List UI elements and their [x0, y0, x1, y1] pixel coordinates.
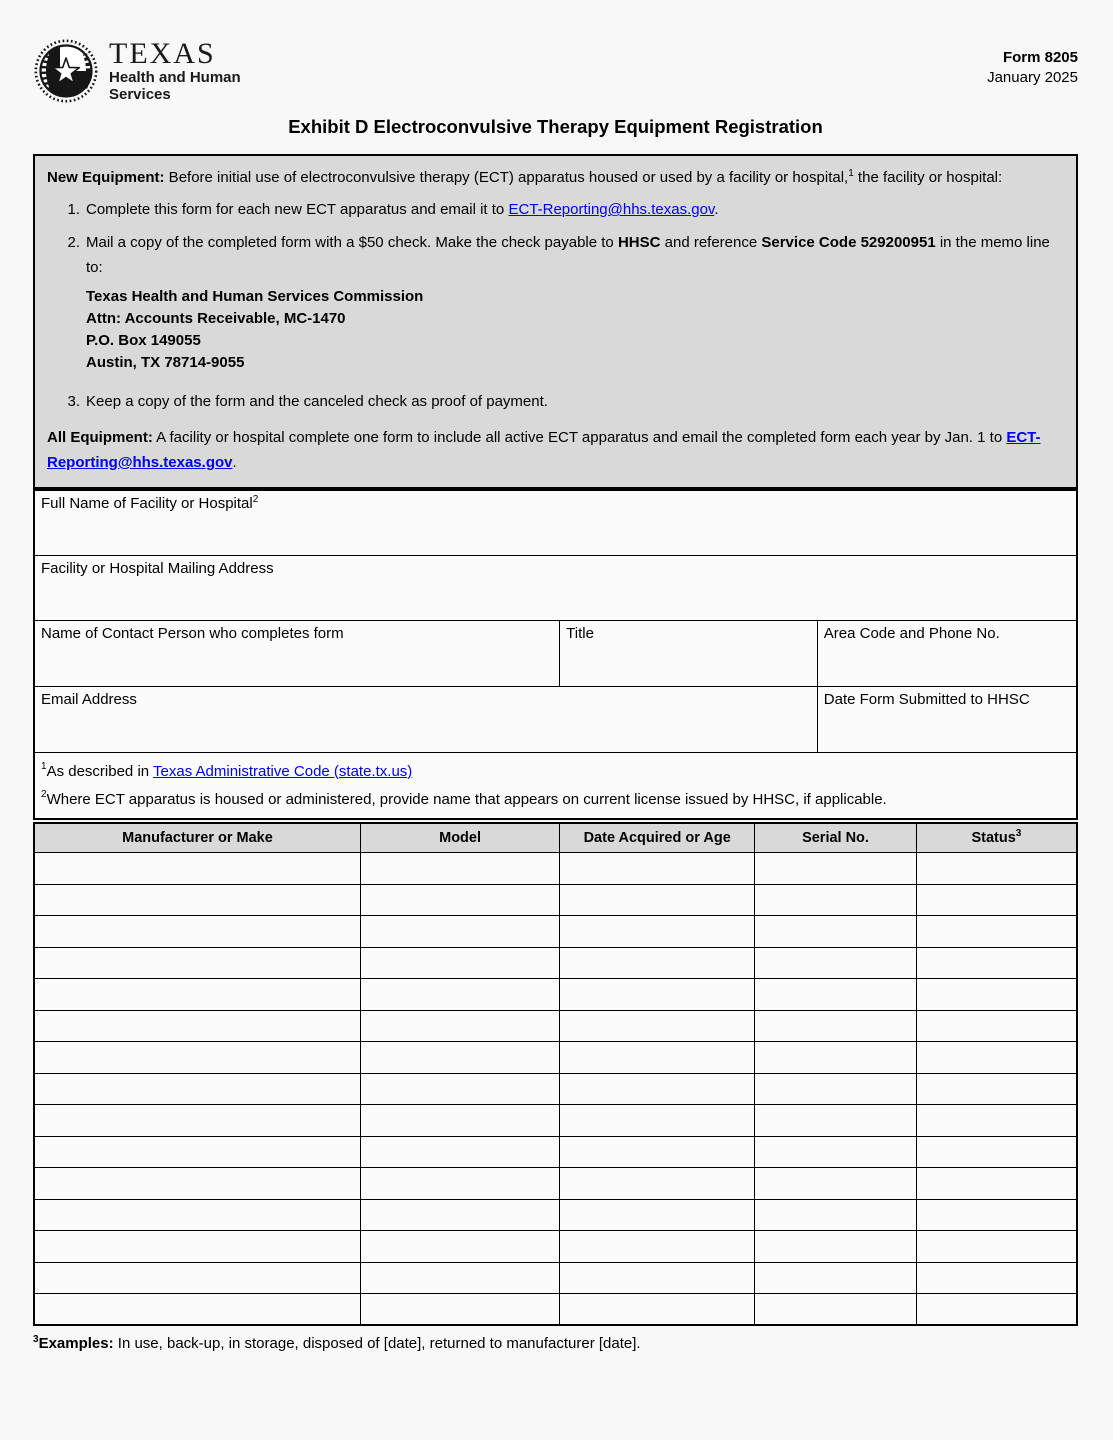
equipment-cell[interactable] — [916, 1105, 1077, 1137]
all-equipment-paragraph — [47, 425, 1064, 475]
texas-admin-code-link[interactable]: Texas Administrative Code (state.tx.us) — [153, 762, 413, 780]
form-meta — [987, 38, 1078, 88]
equipment-cell[interactable] — [560, 1168, 755, 1200]
equipment-cell[interactable] — [360, 947, 559, 979]
equipment-cell[interactable] — [34, 1262, 360, 1294]
equipment-cell[interactable] — [755, 916, 917, 948]
header-status: Status$^3$ — [916, 823, 1077, 853]
equipment-table-header — [34, 823, 1077, 853]
equipment-cell[interactable] — [34, 1105, 360, 1137]
texas-hhs-logo — [33, 38, 241, 104]
equipment-cell[interactable] — [360, 1042, 559, 1074]
footnote-2-ref: 2 — [41, 788, 47, 800]
step-3-number: 3. — [67, 393, 80, 410]
footnotes-cell — [34, 752, 1077, 819]
equipment-cell[interactable] — [360, 853, 559, 885]
equipment-cell[interactable] — [755, 1136, 917, 1168]
equipment-cell[interactable] — [916, 1042, 1077, 1074]
new-equipment-text: Before initial use of electroconvulsive therapy (ECT) apparatus housed or used by a facility or hospital, — [164, 169, 849, 186]
equipment-cell[interactable] — [34, 1168, 360, 1200]
contact-name-field[interactable] — [34, 620, 560, 686]
step-2 — [61, 230, 1064, 381]
equipment-cell[interactable] — [360, 1294, 559, 1326]
date-submitted-field[interactable] — [817, 686, 1077, 752]
footnotes-row — [34, 752, 1077, 819]
equipment-row — [34, 1168, 1077, 1200]
equipment-cell[interactable] — [560, 979, 755, 1011]
equipment-cell[interactable] — [360, 1010, 559, 1042]
equipment-row — [34, 947, 1077, 979]
equipment-cell[interactable] — [560, 916, 755, 948]
equipment-cell[interactable] — [916, 916, 1077, 948]
equipment-cell[interactable] — [916, 853, 1077, 885]
equipment-cell[interactable] — [916, 979, 1077, 1011]
mailing-address-field[interactable] — [34, 555, 1077, 620]
all-equipment-email-link[interactable]: ECT-Reporting@hhs.texas.gov — [47, 429, 1041, 471]
page-header — [33, 38, 1078, 104]
all-equipment-text: A facility or hospital complete one form to include all active ECT apparatus and email the completed form each year by Jan. 1 to — [152, 429, 1007, 446]
footnote-2 — [41, 786, 1070, 814]
footnote-2-text: Where ECT apparatus is housed or administered, provide name that appears on current license issued by HHSC, if applicable. — [46, 790, 887, 808]
step-1-number: 1. — [67, 201, 80, 218]
step-2-text1: Mail a copy of the completed form with a $50 check. Make the check payable to — [86, 234, 618, 251]
step-2-text — [86, 230, 1064, 381]
equipment-cell[interactable] — [916, 1262, 1077, 1294]
step-3-text: Keep a copy of the form and the canceled check as proof of payment. — [86, 393, 548, 410]
equipment-row — [34, 1231, 1077, 1263]
instruction-steps — [61, 197, 1064, 414]
equipment-cell[interactable] — [560, 1294, 755, 1326]
title-field[interactable] — [560, 620, 818, 686]
footnote-1-ref: 1 — [41, 760, 47, 772]
ect-reporting-email-link[interactable]: ECT-Reporting@hhs.texas.gov — [508, 201, 715, 218]
equipment-cell[interactable] — [560, 853, 755, 885]
equipment-cell[interactable] — [360, 1231, 559, 1263]
logo-state-name: TEXAS — [109, 37, 216, 70]
equipment-cell[interactable] — [560, 1262, 755, 1294]
equipment-table-body — [34, 853, 1077, 1326]
equipment-cell[interactable] — [755, 1199, 917, 1231]
mailing-address-label: Facility or Hospital Mailing Address — [41, 559, 274, 577]
address-line-2: Attn: Accounts Receivable, MC-1470 — [86, 310, 346, 327]
equipment-cell[interactable] — [560, 947, 755, 979]
address-line-4: Austin, TX 78714-9055 — [86, 354, 245, 371]
equipment-cell[interactable] — [34, 916, 360, 948]
equipment-cell[interactable] — [560, 1231, 755, 1263]
equipment-row — [34, 853, 1077, 885]
footnote-ref-3: 3 — [1015, 827, 1022, 839]
texas-seal-icon — [33, 38, 99, 104]
equipment-cell[interactable] — [560, 1010, 755, 1042]
equipment-cell[interactable] — [360, 1136, 559, 1168]
address-line-1: Texas Health and Human Services Commission — [86, 288, 424, 305]
equipment-cell[interactable] — [755, 1010, 917, 1042]
instructions-box — [33, 154, 1078, 489]
equipment-cell[interactable] — [916, 884, 1077, 916]
equipment-cell[interactable] — [916, 1199, 1077, 1231]
equipment-cell[interactable] — [34, 979, 360, 1011]
mailing-address-row — [34, 555, 1077, 620]
footnote-3-label: Examples: — [38, 1335, 114, 1352]
equipment-cell[interactable] — [560, 1073, 755, 1105]
date-submitted-label: Date Form Submitted to HHSC — [823, 690, 1030, 708]
step-3 — [61, 389, 1064, 414]
phone-label: Area Code and Phone No. — [823, 624, 1000, 642]
equipment-cell[interactable] — [34, 1042, 360, 1074]
equipment-cell[interactable] — [360, 1199, 559, 1231]
equipment-cell[interactable] — [916, 947, 1077, 979]
equipment-cell[interactable] — [34, 947, 360, 979]
equipment-cell[interactable] — [360, 979, 559, 1011]
equipment-cell[interactable] — [755, 1262, 917, 1294]
form-number: Form 8205 — [1002, 49, 1078, 66]
equipment-row — [34, 1073, 1077, 1105]
equipment-cell[interactable] — [360, 1073, 559, 1105]
equipment-cell[interactable] — [755, 979, 917, 1011]
logo-dept-name — [109, 69, 241, 103]
equipment-cell[interactable] — [360, 1168, 559, 1200]
equipment-cell[interactable] — [755, 853, 917, 885]
equipment-cell[interactable] — [34, 1294, 360, 1326]
logo-dept-line2: Services — [109, 86, 171, 103]
email-label: Email Address — [41, 690, 137, 708]
equipment-cell[interactable] — [755, 1073, 917, 1105]
facility-name-label: Full Name of Facility or Hospital$^2$ — [41, 494, 259, 512]
footnote-3-ref: 3 — [33, 1334, 39, 1345]
form-date: January 2025 — [987, 69, 1078, 86]
equipment-row — [34, 1262, 1077, 1294]
header-manufacturer: Manufacturer or Make — [34, 823, 360, 853]
address-line-3: P.O. Box 149055 — [86, 332, 201, 349]
equipment-row — [34, 979, 1077, 1011]
equipment-cell[interactable] — [560, 1136, 755, 1168]
equipment-cell[interactable] — [560, 884, 755, 916]
equipment-cell[interactable] — [360, 1105, 559, 1137]
equipment-row — [34, 1042, 1077, 1074]
equipment-cell[interactable] — [34, 1199, 360, 1231]
email-field[interactable] — [34, 686, 817, 752]
step-2-text3: in the memo line to: — [86, 234, 1050, 276]
equipment-cell[interactable] — [916, 1010, 1077, 1042]
equipment-cell[interactable] — [360, 1262, 559, 1294]
phone-field[interactable] — [817, 620, 1077, 686]
header-date-acquired: Date Acquired or Age — [560, 823, 755, 853]
equipment-row — [34, 1010, 1077, 1042]
equipment-row — [34, 916, 1077, 948]
footnote-ref-2: 2 — [252, 494, 259, 505]
contact-name-label: Name of Contact Person who completes form — [41, 624, 344, 642]
step-1-text-after-link: . — [714, 201, 719, 218]
equipment-row — [34, 1199, 1077, 1231]
equipment-cell[interactable] — [34, 1073, 360, 1105]
page-title: Exhibit D Electroconvulsive Therapy Equipment Registration — [288, 116, 823, 137]
equipment-cell[interactable] — [34, 1010, 360, 1042]
new-equipment-paragraph — [47, 165, 1064, 190]
step-1 — [61, 197, 1064, 222]
mailing-address-block — [86, 286, 1064, 374]
equipment-cell[interactable] — [560, 1042, 755, 1074]
email-row — [34, 686, 1077, 752]
equipment-cell[interactable] — [755, 947, 917, 979]
new-equipment-label: New Equipment: — [47, 169, 165, 186]
contact-fields-table — [33, 489, 1078, 820]
equipment-cell[interactable] — [755, 1231, 917, 1263]
footnote-1 — [41, 758, 1070, 786]
equipment-cell[interactable] — [360, 884, 559, 916]
equipment-row — [34, 884, 1077, 916]
title-label: Title — [566, 624, 594, 642]
step-1-text — [86, 197, 1064, 222]
equipment-cell[interactable] — [34, 853, 360, 885]
step-1-text-before-link: Complete this form for each new ECT apparatus and email it to — [86, 201, 509, 218]
new-equipment-text-after: the facility or hospital: — [853, 169, 1003, 186]
step-2-hhsc: HHSC — [617, 234, 661, 251]
equipment-row — [34, 1105, 1077, 1137]
equipment-cell[interactable] — [755, 1294, 917, 1326]
step-2-text2: and reference — [660, 234, 762, 251]
equipment-table — [33, 822, 1078, 1327]
header-model: Model — [360, 823, 559, 853]
footnote-1-text: As described in — [46, 762, 154, 780]
step-2-number: 2. — [67, 234, 80, 251]
equipment-cell[interactable] — [34, 884, 360, 916]
footnote-3 — [33, 1335, 1078, 1352]
equipment-cell[interactable] — [916, 1294, 1077, 1326]
equipment-cell[interactable] — [560, 1199, 755, 1231]
logo-text — [109, 39, 241, 103]
all-equipment-label: All Equipment: — [47, 429, 153, 446]
contact-row — [34, 620, 1077, 686]
header-serial-no: Serial No. — [755, 823, 917, 853]
equipment-cell[interactable] — [916, 1168, 1077, 1200]
equipment-row — [34, 1294, 1077, 1326]
equipment-cell[interactable] — [916, 1136, 1077, 1168]
equipment-cell[interactable] — [755, 1105, 917, 1137]
equipment-cell[interactable] — [755, 1168, 917, 1200]
equipment-cell[interactable] — [755, 1042, 917, 1074]
equipment-cell[interactable] — [755, 884, 917, 916]
equipment-cell[interactable] — [916, 1073, 1077, 1105]
equipment-cell[interactable] — [360, 916, 559, 948]
logo-dept-line1: Health and Human — [109, 69, 241, 86]
facility-name-field[interactable] — [34, 490, 1077, 555]
equipment-cell[interactable] — [34, 1136, 360, 1168]
footnote-3-text: In use, back-up, in storage, disposed of [date], returned to manufacturer [date]. — [113, 1335, 641, 1352]
equipment-row — [34, 1136, 1077, 1168]
facility-name-row — [34, 490, 1077, 555]
equipment-cell[interactable] — [916, 1231, 1077, 1263]
equipment-cell[interactable] — [560, 1105, 755, 1137]
step-2-service-code: Service Code 529200951 — [761, 234, 936, 251]
footnote-ref-1: 1 — [848, 168, 854, 179]
equipment-cell[interactable] — [34, 1231, 360, 1263]
all-equipment-text-after: . — [232, 454, 237, 471]
